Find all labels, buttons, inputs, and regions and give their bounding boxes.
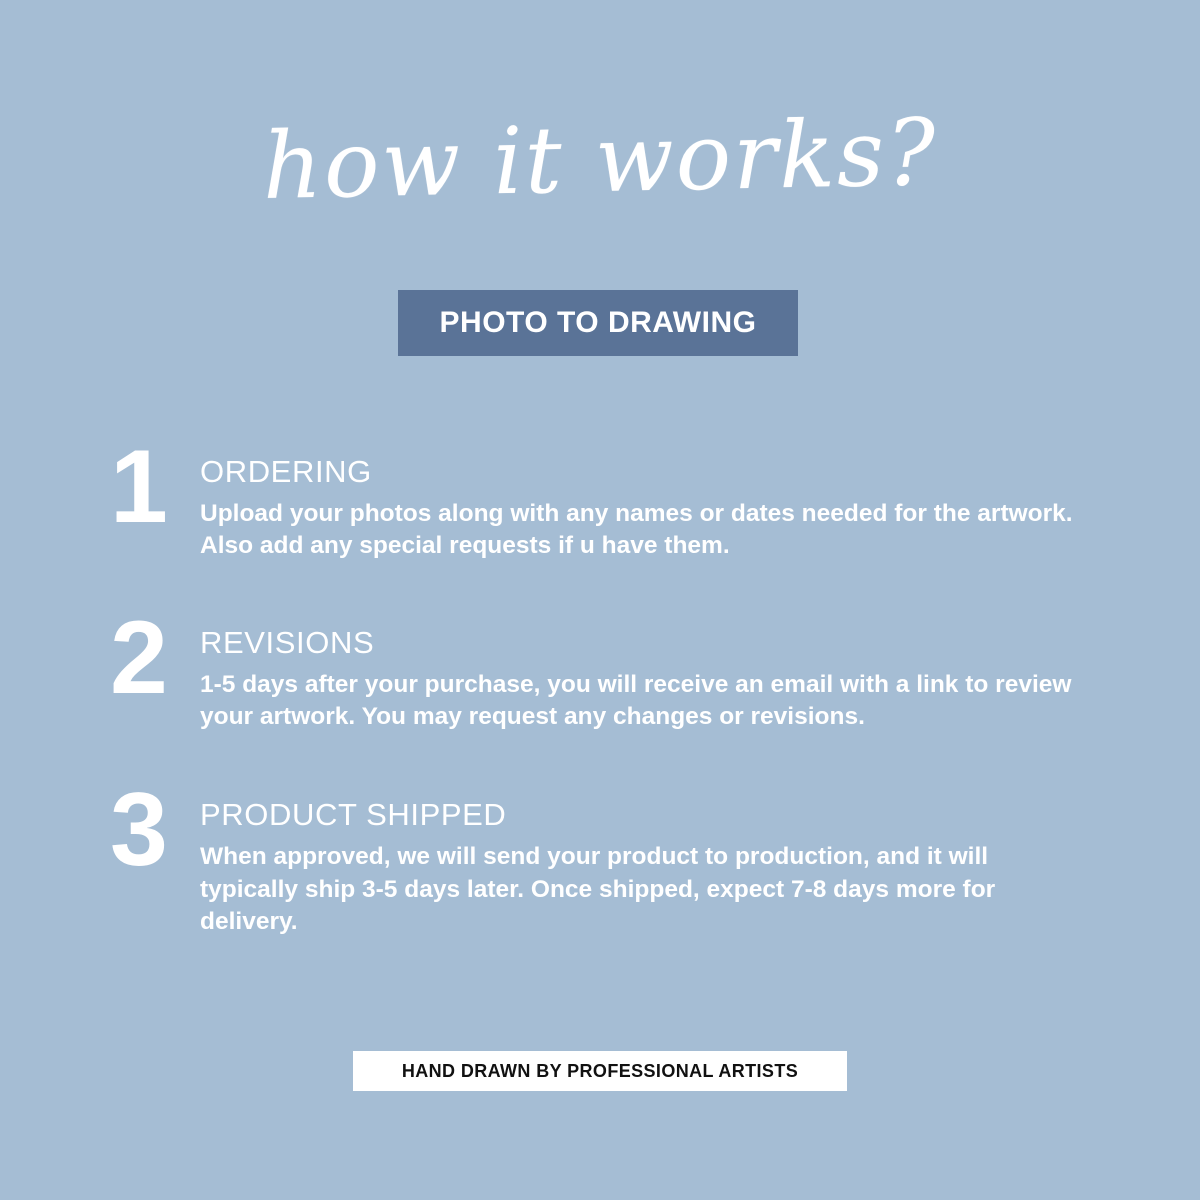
footer-tag xyxy=(353,1051,847,1091)
list-item xyxy=(0,772,1200,938)
step-number: 1 xyxy=(110,429,168,545)
step-title: PRODUCT SHIPPED xyxy=(200,797,507,833)
list-item xyxy=(0,429,1200,563)
step-number: 2 xyxy=(110,599,168,716)
step-body xyxy=(182,611,1100,734)
step-description: 1-5 days after your purchase, you will receive an email with a link to review your artwork. You may request any changes or revisions. xyxy=(200,670,1072,730)
step-title: REVISIONS xyxy=(200,624,375,660)
list-item xyxy=(0,599,1200,734)
banner-label: PHOTO TO DRAWING xyxy=(439,306,757,339)
step-description: When approved, we will send your product to production, and it will typically ship 3-5 days later. Once shipped, expect 7-8 days more for delivery. xyxy=(200,843,996,935)
step-description: Upload your photos along with any names or dates needed for the artwork. Also add any special requests if u have them. xyxy=(200,500,1073,560)
step-number: 3 xyxy=(110,772,168,889)
steps-list xyxy=(0,429,1200,938)
page-title: how it works? xyxy=(261,98,939,221)
footer-tag-label: HAND DRAWN BY PROFESSIONAL ARTISTS xyxy=(401,1060,799,1081)
step-title: ORDERING xyxy=(200,454,372,489)
step-body xyxy=(182,783,1100,938)
product-banner xyxy=(398,290,798,356)
step-body xyxy=(182,440,1100,563)
